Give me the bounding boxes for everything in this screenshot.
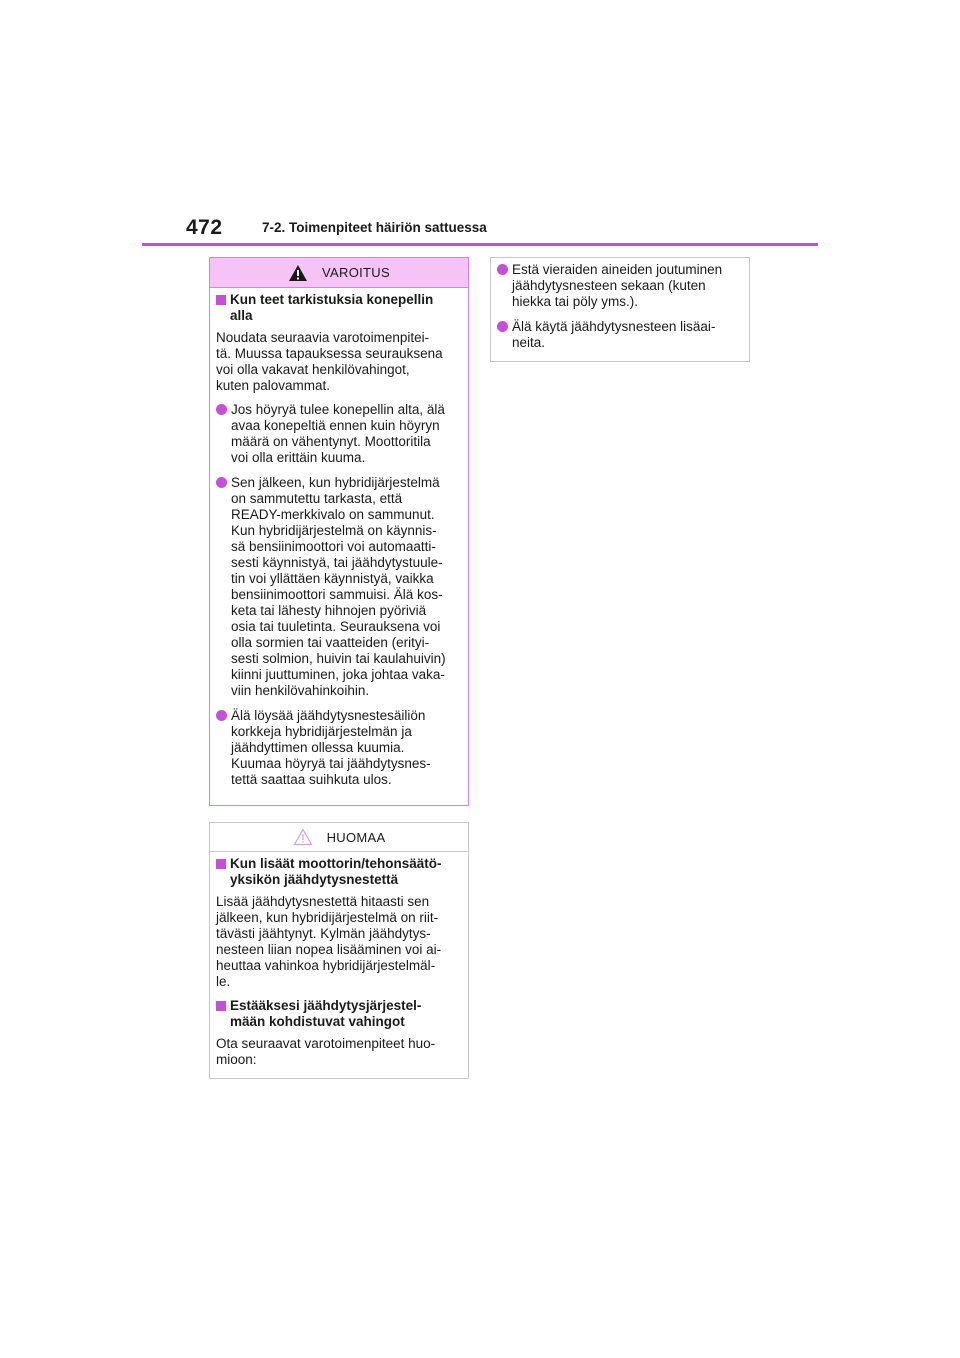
round-bullet-icon xyxy=(216,710,227,721)
warning-bullet xyxy=(216,402,462,466)
notice-paragraph: Ota seuraavat varotoimenpiteet huo- mioon: xyxy=(216,1036,436,1067)
continued-notice-box xyxy=(490,257,750,362)
section-title: 7-2. Toimenpiteet häiriön sattuessa xyxy=(262,220,487,235)
warning-bullet-text: Älä löysää jäähdytysnestesäiliön korkkeja hybridijärjestelmän ja jäähdyttimen ollessa kuumia. Kuumaa höyryä tai jäähdytysnes- tettä saattaa suihkuta ulos. xyxy=(231,708,431,787)
square-bullet-icon xyxy=(216,859,226,869)
warning-bullet-text: Jos höyryä tulee konepellin alta, älä avaa konepeltiä ennen kuin höyryn määrä on vähentynyt. Moottoritila voi olla erittäin kuuma. xyxy=(231,402,445,465)
warning-body xyxy=(210,288,468,788)
notice-body xyxy=(210,852,468,1068)
continued-bullet xyxy=(497,262,743,310)
square-bullet-icon xyxy=(216,295,226,305)
warning-bullet xyxy=(216,708,462,788)
round-bullet-icon xyxy=(216,477,227,488)
continued-body xyxy=(491,258,749,351)
page-number: 472 xyxy=(186,216,223,239)
warning-bullet-text: Sen jälkeen, kun hybridijärjestelmä on sammutettu tarkasta, että READY-merkkivalo on sammunut. Kun hybridijärjestelmä on käynnis- sä bensiinimoottori voi automaatti- sesti käynnistyä, tai jäähdytystuule- tin voi yllättäen käynnistyä, vaikka bensiinimoottori sammuisi. Älä kos- keta tai lähesty hihnojen pyöriviä osia tai tuuletinta. Seurauksena voi olla sormien tai vaatteiden (erityi- sesti solmion, huivin tai kaulahuivin) kiinni juuttuminen, joka johtaa vaka- viin henkilövahinkoihin. xyxy=(231,475,446,698)
warning-subheading xyxy=(216,292,462,324)
notice-paragraph: Lisää jäähdytysnestettä hitaasti sen jälkeen, kun hybridijärjestelmä on riit- tävästi jäähtynyt. Kylmän jäähdytys- nesteen liian nopea lisääminen voi ai- heuttaa vahinkoa hybridijärjestelmäl- le. xyxy=(216,894,442,989)
notice-subheading-text: Estääksesi jäähdytysjärjestel- mään kohdistuvat vahingot xyxy=(230,998,422,1029)
continued-bullet-text: Älä käytä jäähdytysnesteen lisäai- neita. xyxy=(512,319,716,350)
round-bullet-icon xyxy=(216,404,227,415)
warning-header xyxy=(210,258,468,288)
notice-subheading xyxy=(216,856,462,888)
header-divider xyxy=(142,243,818,246)
notice-subheading-text: Kun lisäät moottorin/tehonsäätö- yksikön jäähdytysnestettä xyxy=(230,856,442,887)
square-bullet-icon xyxy=(216,1001,226,1011)
round-bullet-icon xyxy=(497,321,508,332)
warning-triangle-icon xyxy=(288,264,308,282)
warning-bullet xyxy=(216,475,462,699)
warning-box xyxy=(209,257,469,806)
notice-box xyxy=(209,822,469,1079)
warning-intro: Noudata seuraavia varotoimenpitei- tä. Muussa tapauksessa seurauksena voi olla vakavat henkilövahingot, kuten palovammat. xyxy=(216,330,443,393)
continued-bullet-text: Estä vieraiden aineiden joutuminen jäähdytysnesteen sekaan (kuten hiekka tai pöly yms.). xyxy=(512,262,723,309)
continued-bullet xyxy=(497,319,743,351)
notice-title: HUOMAA xyxy=(326,829,386,845)
warning-subheading-text: Kun teet tarkistuksia konepellin alla xyxy=(230,292,434,323)
round-bullet-icon xyxy=(497,264,508,275)
caution-triangle-icon xyxy=(293,828,313,846)
warning-title: VAROITUS xyxy=(322,265,390,280)
notice-header xyxy=(210,823,468,852)
notice-subheading xyxy=(216,998,462,1030)
